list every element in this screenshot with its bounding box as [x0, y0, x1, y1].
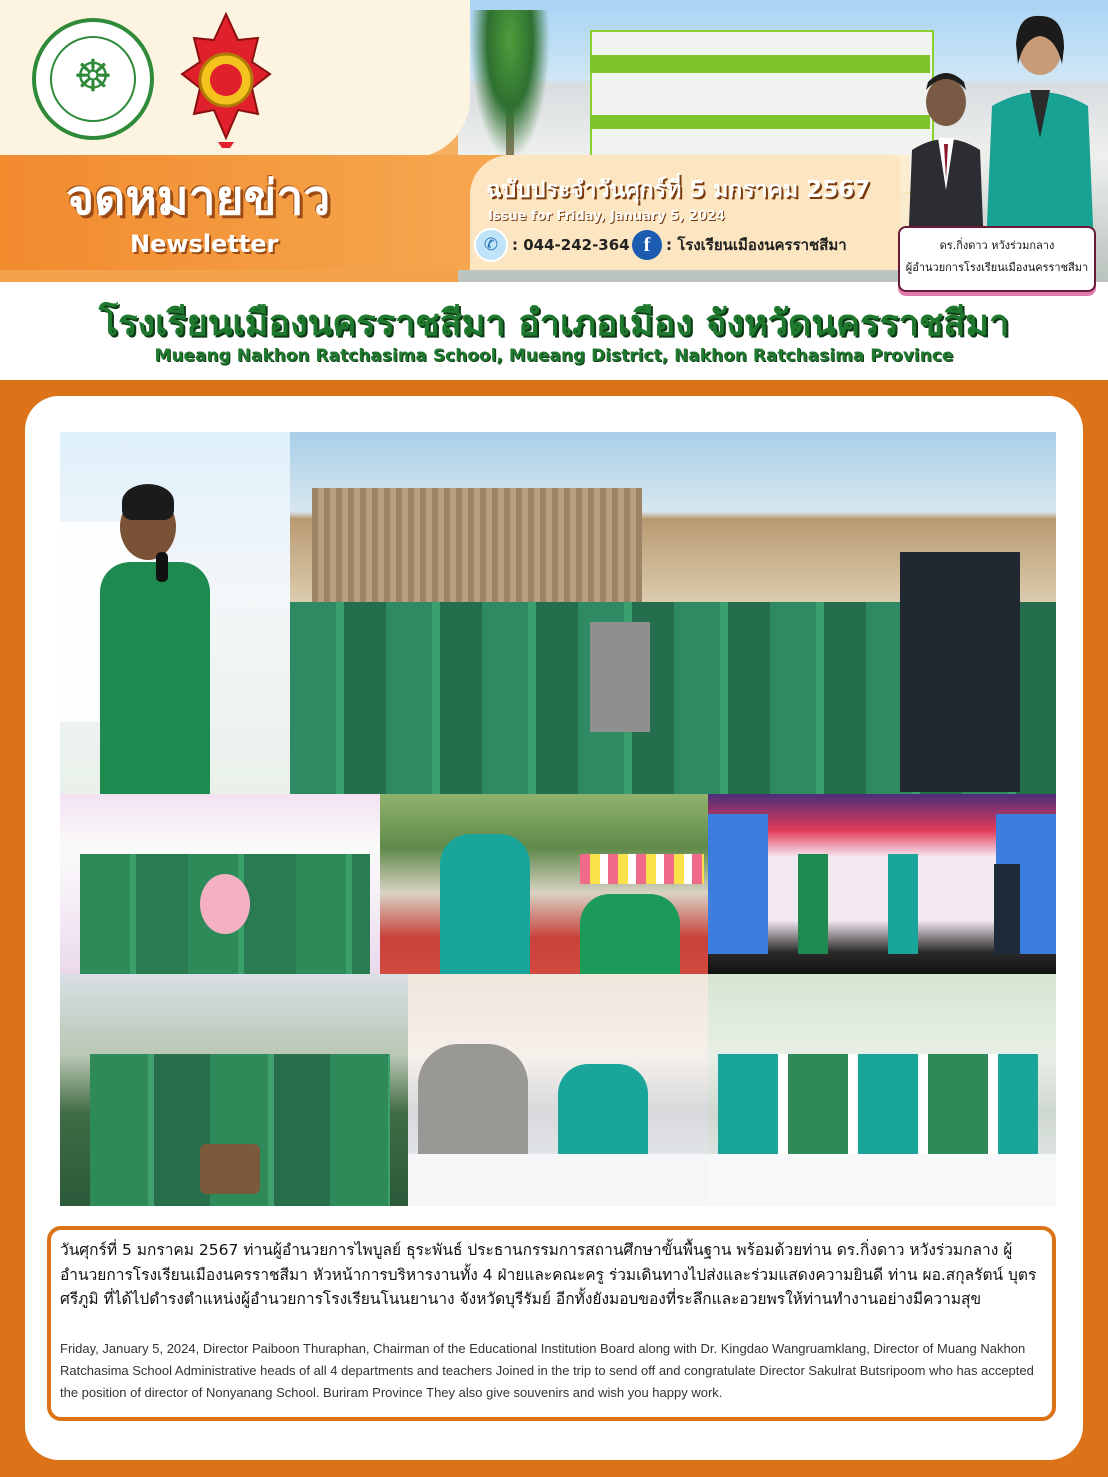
article-body-th: วันศุกร์ที่ 5 มกราคม 2567 ท่านผู้อำนวยการไพบูลย์ ธุระพันธ์ ประธานกรรมการสถานศึกษาขั้นพื้นฐาน พร้อมด้วยท่าน ดร.กิ่งดาว หวังร่วมกลาง ผู้อำนวยการโรงเรียนเมืองนครราชสีมา หัวหน้าการบริหารงานทั้ง 4 ฝ่ายและคณะครู ร่วมเดินทางไปส่งและร่วมแสดงความยินดี ท่าน ผอ.สกุลรัตน์ บุตรศรีภูมิ ที่ได้ไปดำรงตำแหน่งผู้อำนวยการโรงเรียนโนนยานาง จังหวัดบุรีรัมย์ อีกทั้งยังมอบของที่ระลึกและอวยพรให้ท่านทำงานอย่างมีความสุข — [60, 1241, 1037, 1308]
facebook-icon: f — [632, 230, 662, 260]
photo-bouquet — [60, 794, 380, 974]
dharma-wheel-icon: ☸ — [73, 51, 113, 102]
facebook-page-name: : โรงเรียนเมืองนครราชสีมา — [666, 236, 847, 254]
school-name-en: Mueang Nakhon Ratchasima School, Mueang District, Nakhon Ratchasima Province — [154, 346, 954, 366]
photo-stage — [708, 794, 1056, 974]
photo-table-guests — [408, 974, 708, 1206]
newsletter-title-en: Newsletter — [130, 230, 279, 258]
director-title: ผู้อำนวยการโรงเรียนเมืองนครราชสีมา — [905, 261, 1089, 274]
building-stripe — [590, 115, 930, 129]
article-body-en: Friday, January 5, 2024, Director Paiboon Thuraphan, Chairman of the Educational Institution Board along with Dr. Kingdao Wangruamklang, Director of Muang Nakhon Ratchasima School Administrative heads of all 4 departments and teachers Joined in the trip to send off and congratulate Director Sakulrat Butsripoom who has accepted the position of director of Nonyanang School. Buriram Province They also give souvenirs and wish you happy work. — [60, 1341, 1034, 1400]
chairman-photo — [904, 60, 988, 250]
issue-date-th: ฉบับประจำวันศุกร์ที่ 5 มกราคม 2567 — [486, 177, 871, 203]
palm-tree — [470, 10, 550, 160]
contact-facebook — [632, 229, 847, 261]
contact-phone — [474, 229, 630, 261]
photo-selfie — [60, 974, 408, 1206]
building-stripe — [590, 55, 930, 73]
photo-table-teachers — [708, 974, 1056, 1206]
obec-emblem-logo — [178, 10, 274, 150]
school-name-th: โรงเรียนเมืองนครราชสีมา อำเภอเมือง จังหวัดนครราชสีมา — [98, 303, 1010, 344]
photo-speaker — [60, 432, 290, 794]
director-name: ดร.กิ่งดาว หวังร่วมกลาง — [939, 239, 1055, 252]
issue-date-en: Issue for Friday, January 5, 2024 — [488, 209, 725, 224]
phone-icon: ✆ — [474, 228, 508, 262]
photo-group — [290, 432, 1056, 794]
photo-greeting — [380, 794, 708, 974]
phone-number: : 044-242-364 — [512, 236, 630, 254]
newsletter-title-th: จดหมายข่าว — [66, 170, 331, 226]
director-photo — [978, 8, 1100, 248]
